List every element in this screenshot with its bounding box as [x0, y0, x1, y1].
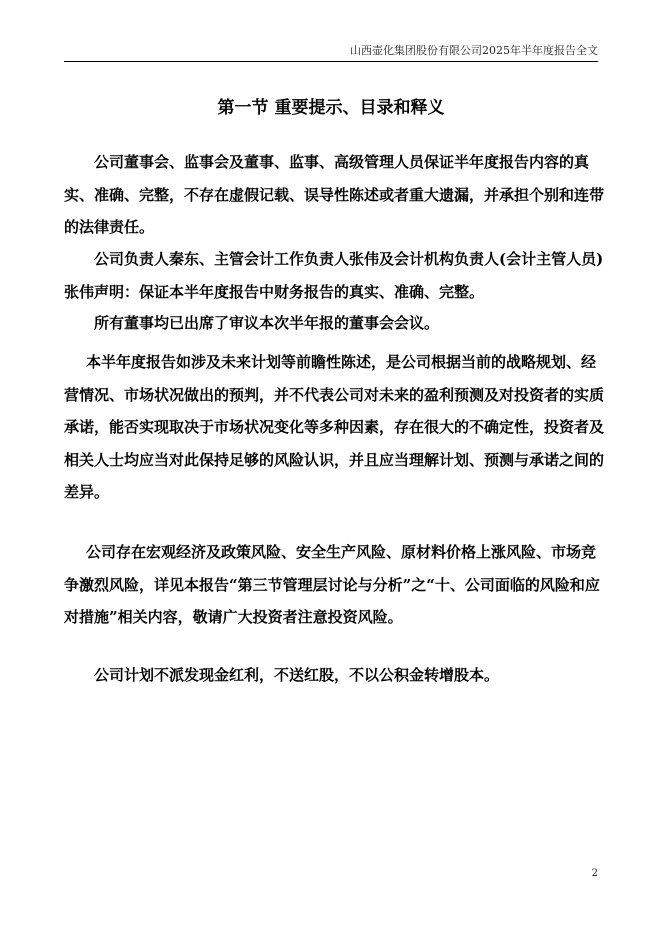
dividend-plan-paragraph: 公司计划不派发现金红利，不送红股，不以公积金转增股本。: [94, 666, 500, 684]
forward-looking-statement-paragraph: 本半年度报告如涉及未来计划等前瞻性陈述，是公司根据当前的战略规划、经营情况、市场状况做出的预判，并不代表公司对未来的盈利预测及对投资者的实质承诺，能否实现取决于市场状况变化等多种因素，存在很大的不确定性，投资者及相关人士均应当对此保持足够的风险认识，并且应当理解计划、预测与承诺之间的差异。: [64, 353, 605, 501]
page-number: 2: [591, 868, 598, 879]
responsible-statement-paragraph: 公司负责人秦东、主管会计工作负责人张伟及会计机构负责人(会计主管人员)张伟声明：保证本半年度报告中财务报告的真实、准确、完整。: [64, 250, 604, 301]
board-attendance-paragraph: 所有董事均已出席了审议本次半年报的董事会会议。: [94, 314, 440, 332]
risk-notice-paragraph: 公司存在宏观经济及政策风险、安全生产风险、原材料价格上涨风险、市场竞争激烈风险，详见本报告“第三节管理层讨论与分析”之“十、公司面临的风险和应对措施”相关内容，敬请广大投资者注意投资风险。: [64, 543, 600, 626]
section-title: 第一节 重要提示、目录和释义: [217, 98, 445, 118]
header-divider: [64, 61, 598, 62]
page-header: 山西壶化集团股份有限公司2025年半年度报告全文: [350, 44, 598, 57]
board-guarantee-paragraph: 公司董事会、监事会及董事、监事、高级管理人员保证半年度报告内容的真实、准确、完整，不存在虚假记载、误导性陈述或者重大遗漏，并承担个别和连带的法律责任。: [64, 153, 605, 236]
